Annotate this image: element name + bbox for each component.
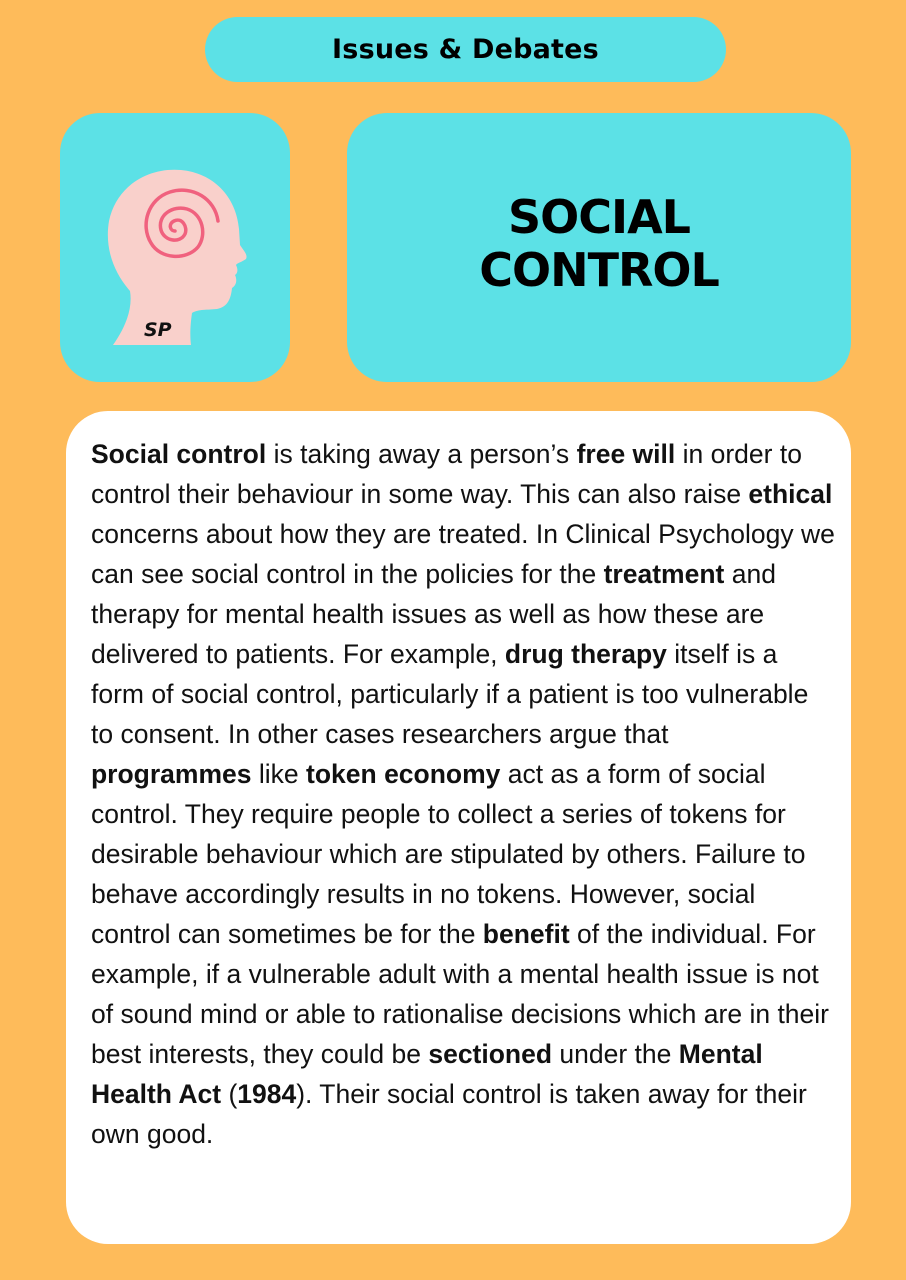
body-text-run: of the individual. For example, if a vulnerable adult with a mental health issue is not of sound mind or able to rationalise decisions which are in their best interests, they could be — [91, 919, 829, 1069]
bold-term: drug therapy — [504, 639, 667, 669]
topic-header-label: Issues & Debates — [332, 34, 599, 65]
bold-term: ethical — [748, 479, 833, 509]
bold-term: treatment — [603, 559, 725, 589]
icon-tile — [60, 113, 290, 382]
bold-term: token economy — [306, 759, 501, 789]
head-spiral-icon — [60, 113, 290, 382]
body-text-run: and therapy for mental health issues as well as how these are delivered to patients. For example, — [91, 559, 776, 669]
bold-term: benefit — [482, 919, 570, 949]
bold-term: Social control — [91, 439, 267, 469]
body-paragraph — [91, 434, 836, 1154]
bold-term: programmes — [91, 759, 252, 789]
body-text-run: under the — [552, 1039, 679, 1069]
content-card — [66, 411, 851, 1244]
topic-header — [205, 17, 726, 82]
icon-label: SP — [144, 319, 172, 341]
title-tile — [347, 113, 851, 382]
body-text-run: in order to control their behaviour in some way. This can also raise — [91, 439, 802, 509]
body-text-run: act as a form of social control. They require people to collect a series of tokens for desirable behaviour which are stipulated by others. Failure to behave accordingly results in no tokens. However, social control can sometimes be for the — [91, 759, 806, 949]
body-text-run: ( — [221, 1079, 238, 1109]
body-text-run: concerns about how they are treated. In Clinical Psychology we can see social control in the policies for the — [91, 519, 835, 589]
bold-term: sectioned — [428, 1039, 553, 1069]
bold-term: free will — [576, 439, 676, 469]
body-text-run: is taking away a person’s — [266, 439, 577, 469]
bold-term: Mental Health Act — [91, 1039, 763, 1109]
bold-term: 1984 — [237, 1079, 297, 1109]
title-line-2: CONTROL — [479, 242, 719, 297]
title-line-1: SOCIAL — [507, 189, 690, 244]
body-text-run: itself is a form of social control, particularly if a patient is too vulnerable to consent. In other cases researchers argue that — [91, 639, 809, 749]
page-title — [479, 191, 719, 297]
body-text-run: like — [251, 759, 307, 789]
body-text-run: ). Their social control is taken away for their own good. — [91, 1079, 807, 1149]
